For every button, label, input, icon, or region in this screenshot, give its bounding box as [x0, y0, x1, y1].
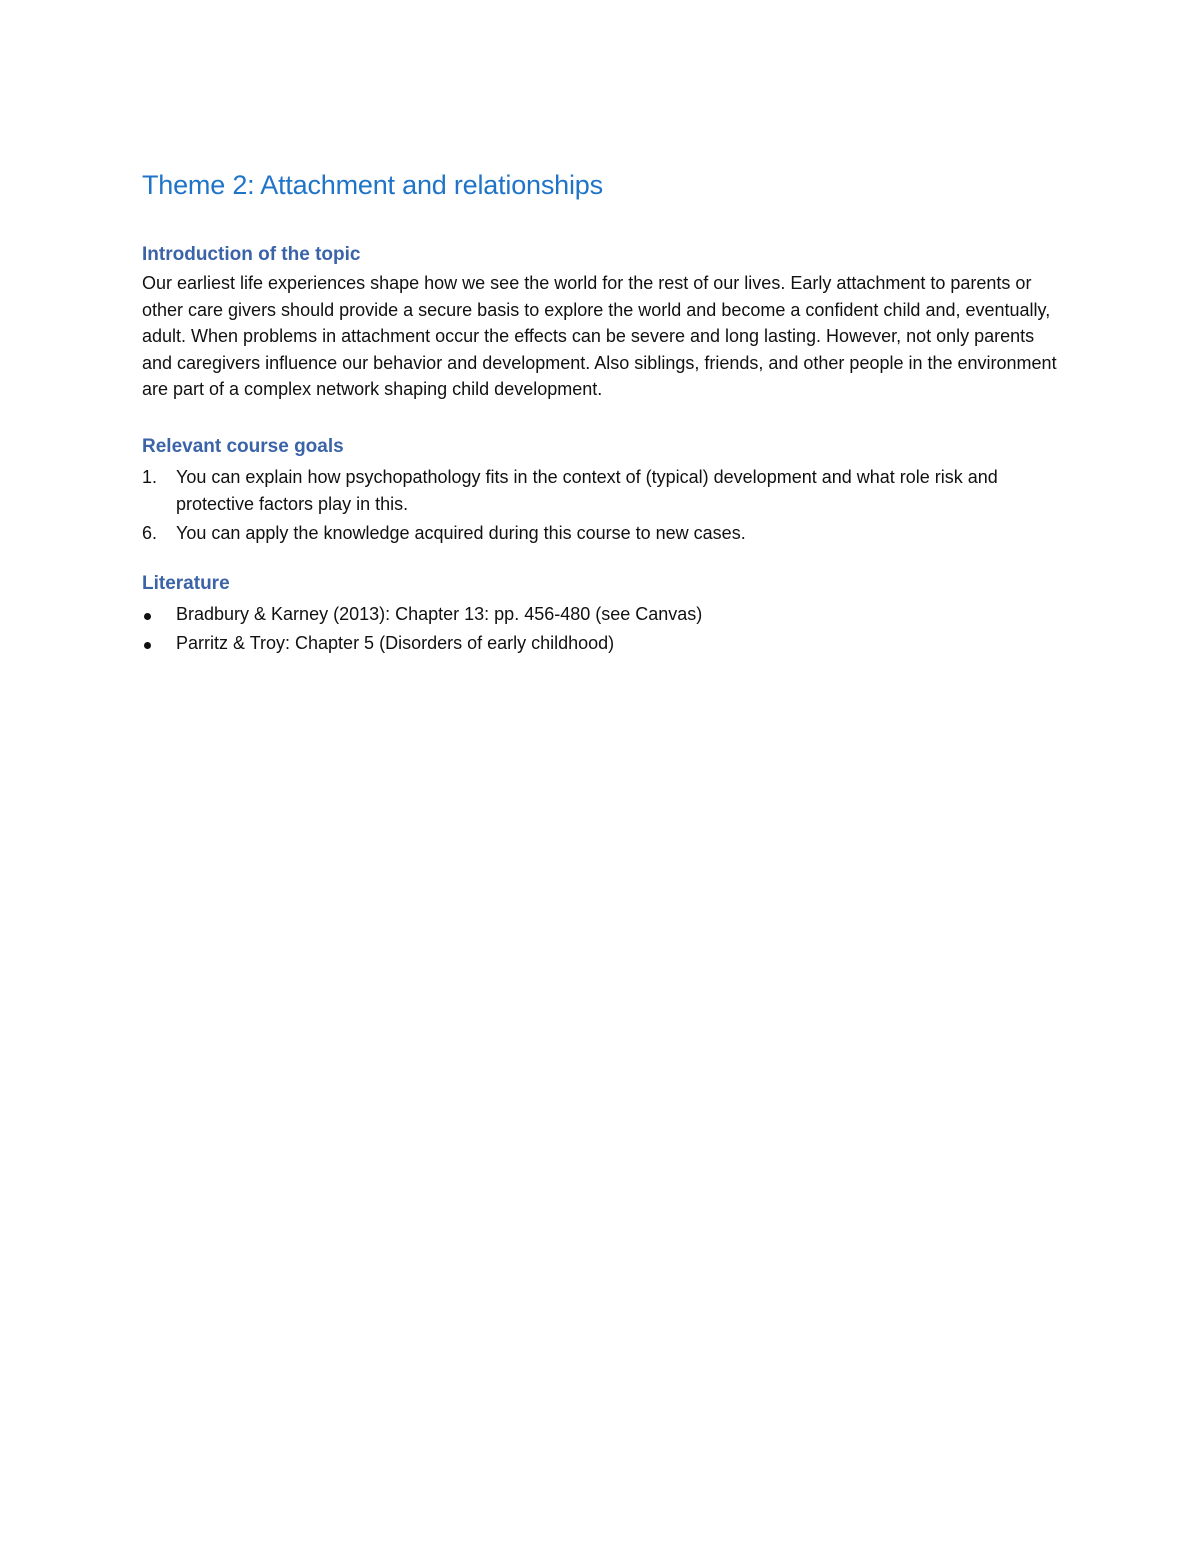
bullet-dot [144, 613, 151, 620]
literature-list [142, 601, 1060, 657]
course-goal-item [142, 520, 1060, 547]
course-goal-item [142, 464, 1060, 518]
bullet-icon [142, 601, 176, 628]
literature-item [142, 601, 1060, 628]
goal-text: You can apply the knowledge acquired during this course to new cases. [176, 522, 746, 543]
goal-number: 1. [142, 466, 158, 487]
course-goals-heading: Relevant course goals [142, 435, 344, 457]
introduction-heading: Introduction of the topic [142, 244, 361, 265]
bullet-icon [142, 630, 176, 657]
course-goals-list [142, 464, 1060, 547]
page-title: Theme 2: Attachment and relationships [142, 170, 603, 200]
literature-item [142, 630, 1060, 657]
literature-reference: Parritz & Troy: Chapter 5 (Disorders of early childhood) [176, 632, 615, 653]
goal-number: 6. [142, 522, 158, 543]
literature-reference: Bradbury & Karney (2013): Chapter 13: pp. 456-480 (see Canvas) [176, 603, 703, 624]
introduction-paragraph: Our earliest life experiences shape how we see the world for the rest of our lives. Early attachment to parents or other care givers should provide a secure basis to explore the world and become a confident child and, eventually, adult. When problems in attachment occur the effects can be severe and long lasting. However, not only parents and caregivers influence our behavior and development. Also siblings, friends, and other people in the environment are part of a complex network shaping child development. [142, 273, 1057, 399]
literature-heading: Literature [142, 572, 230, 594]
goal-text: You can explain how psychopathology fits in the context of (typical) development and what role risk and protective factors play in this. [176, 466, 998, 514]
bullet-dot [144, 642, 151, 649]
